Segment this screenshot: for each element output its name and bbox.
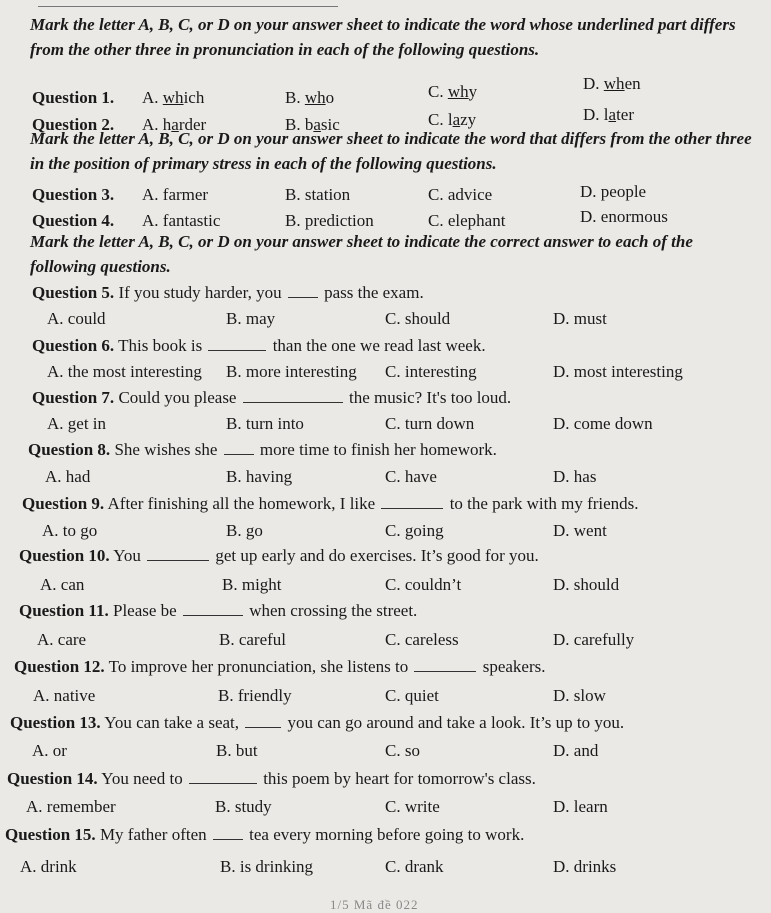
answer-blank[interactable] — [245, 727, 281, 728]
option-text: going — [404, 521, 444, 540]
option-text: drinks — [573, 857, 617, 876]
question-11-option-c[interactable] — [385, 630, 459, 650]
option-text: turn into — [245, 414, 304, 433]
option-letter: D. — [553, 575, 570, 594]
stem-text-before: You — [109, 546, 146, 565]
option-letter: C. — [385, 521, 401, 540]
question-9-stem — [22, 494, 639, 514]
question-10-option-c[interactable] — [385, 575, 461, 595]
option-text: care — [57, 630, 87, 649]
option-letter: D. — [553, 686, 570, 705]
option-letter: A. — [40, 575, 57, 594]
option-text: to go — [62, 521, 98, 540]
option-letter: B. — [218, 686, 234, 705]
option-c[interactable]: C. elephant — [428, 211, 506, 230]
question-14-option-c[interactable] — [385, 797, 440, 817]
option-letter: A. — [20, 857, 37, 876]
question-label: Question 12. — [14, 657, 105, 676]
question-11-stem — [19, 601, 417, 621]
option-text: has — [573, 467, 597, 486]
question-7-option-c[interactable] — [385, 414, 474, 434]
option-b[interactable]: B. basic — [285, 115, 340, 134]
option-d[interactable]: D. enormous — [580, 207, 668, 226]
stem-text-after: than the one we read last week. — [268, 336, 486, 355]
stem-text-before: My father often — [95, 825, 211, 844]
option-letter: A. — [37, 630, 54, 649]
option-letter: D. — [553, 797, 570, 816]
option-letter: C. — [385, 630, 401, 649]
option-letter: A. — [42, 521, 59, 540]
question-label: Question 10. — [19, 546, 110, 565]
option-c[interactable]: C. why — [428, 82, 478, 101]
stem-text-before: Could you please — [114, 388, 241, 407]
question-6-option-d[interactable] — [553, 362, 683, 382]
option-letter: A. — [47, 309, 64, 328]
option-letter: C. — [385, 309, 401, 328]
question-14-stem — [7, 769, 536, 789]
section-3-instruction: Mark the letter A, B, C, or D on your answer sheet to indicate the correct answer to each of the following questions. — [30, 232, 693, 276]
option-letter: C. — [385, 362, 401, 381]
option-c[interactable]: C. lazy — [428, 110, 477, 129]
answer-blank[interactable] — [213, 839, 243, 840]
stem-text-after: get up early and do exercises. It’s good for you. — [211, 546, 539, 565]
option-text: carefully — [573, 630, 635, 649]
question-5-stem — [32, 283, 424, 303]
option-b[interactable]: B. prediction — [285, 211, 374, 230]
option-letter: B. — [219, 630, 235, 649]
option-a[interactable]: A. which — [142, 88, 205, 107]
answer-blank[interactable] — [288, 297, 318, 298]
question-9-option-d[interactable] — [553, 521, 607, 541]
stem-text-before: Please be — [108, 601, 181, 620]
question-label: Question 1. — [32, 88, 115, 107]
option-text: come down — [573, 414, 653, 433]
option-letter: D. — [553, 414, 570, 433]
option-letter: C. — [385, 741, 401, 760]
stem-text-after: pass the exam. — [319, 283, 424, 302]
question-14-option-d[interactable] — [553, 797, 608, 817]
option-letter: C. — [385, 686, 401, 705]
question-13-option-a[interactable] — [32, 741, 67, 761]
answer-blank[interactable] — [381, 508, 443, 509]
option-text: drank — [404, 857, 444, 876]
option-text: remember — [46, 797, 116, 816]
stem-text-after: speakers. — [478, 657, 546, 676]
option-d[interactable]: D. later — [583, 105, 634, 124]
option-a[interactable]: A. fantastic — [142, 211, 221, 230]
question-9-option-c[interactable] — [385, 521, 444, 541]
question-5-option-d[interactable] — [553, 309, 607, 329]
question-13-option-d[interactable] — [553, 741, 598, 761]
option-letter: A. — [33, 686, 50, 705]
question-label: Question 6. — [32, 336, 115, 355]
option-a[interactable]: A. farmer — [142, 185, 209, 204]
question-label: Question 15. — [5, 825, 96, 844]
option-letter: B. — [226, 362, 242, 381]
option-letter: D. — [553, 309, 570, 328]
option-letter: D. — [553, 467, 570, 486]
question-5-option-c[interactable] — [385, 309, 450, 329]
option-letter: C. — [385, 797, 401, 816]
option-letter: D. — [553, 741, 570, 760]
question-3 — [0, 182, 771, 209]
question-15-option-d[interactable] — [553, 857, 616, 877]
option-text: went — [573, 521, 607, 540]
option-text: should — [573, 575, 620, 594]
option-text: so — [404, 741, 420, 760]
stem-text-after: you can go around and take a look. It’s up to you. — [283, 713, 625, 732]
question-8-stem — [28, 440, 497, 460]
option-text: may — [245, 309, 276, 328]
option-text: interesting — [404, 362, 477, 381]
option-text: more interesting — [245, 362, 357, 381]
option-letter: D. — [553, 857, 570, 876]
question-9-option-b[interactable] — [226, 521, 263, 541]
option-text: slow — [573, 686, 606, 705]
option-text: friendly — [237, 686, 292, 705]
option-text: could — [67, 309, 106, 328]
question-8-option-a[interactable] — [45, 467, 90, 487]
stem-text-after: the music? It's too loud. — [344, 388, 512, 407]
question-15-stem — [5, 825, 524, 845]
question-7-option-b[interactable] — [226, 414, 304, 434]
option-letter: B. — [216, 741, 232, 760]
option-letter: A. — [45, 467, 62, 486]
option-letter: B. — [220, 857, 236, 876]
question-15-option-a[interactable] — [20, 857, 77, 877]
question-7-option-d[interactable] — [553, 414, 653, 434]
stem-text-after: when crossing the street. — [244, 601, 418, 620]
option-text: careless — [404, 630, 459, 649]
option-letter: B. — [222, 575, 238, 594]
option-text: most interesting — [573, 362, 683, 381]
answer-blank[interactable] — [224, 454, 254, 455]
option-text: have — [404, 467, 437, 486]
option-text: native — [53, 686, 96, 705]
option-text: having — [245, 467, 293, 486]
option-text: might — [241, 575, 282, 594]
option-b[interactable]: B. who — [285, 88, 335, 107]
question-12-option-d[interactable] — [553, 686, 606, 706]
question-9-option-a[interactable] — [42, 521, 97, 541]
option-letter: C. — [385, 467, 401, 486]
page-footer: 1/5 Mã đề 022 — [330, 897, 419, 912]
option-text: is drinking — [239, 857, 314, 876]
option-letter: C. — [385, 414, 401, 433]
question-8-option-c[interactable] — [385, 467, 437, 487]
question-14-option-a[interactable] — [26, 797, 116, 817]
question-10-option-a[interactable] — [40, 575, 84, 595]
option-c[interactable]: C. advice — [428, 185, 493, 204]
question-12-option-b[interactable] — [218, 686, 292, 706]
question-6-stem — [32, 336, 486, 356]
answer-blank[interactable] — [208, 350, 266, 351]
option-text: careful — [238, 630, 287, 649]
option-d[interactable]: D. when — [583, 74, 641, 93]
option-text: learn — [573, 797, 608, 816]
question-label: Question 13. — [10, 713, 101, 732]
option-text: turn down — [404, 414, 475, 433]
option-text: but — [235, 741, 258, 760]
stem-text-after: to the park with my friends. — [445, 494, 639, 513]
question-1 — [0, 74, 771, 112]
option-letter: D. — [553, 362, 570, 381]
answer-blank[interactable] — [414, 671, 476, 672]
answer-blank[interactable] — [243, 402, 343, 403]
stem-text-before: To improve her pronunciation, she listens to — [104, 657, 413, 676]
option-letter: B. — [226, 414, 242, 433]
question-label: Question 11. — [19, 601, 109, 620]
answer-blank[interactable] — [183, 615, 243, 616]
question-label: Question 9. — [22, 494, 105, 513]
question-6-option-a[interactable] — [47, 362, 202, 382]
question-label: Question 2. — [32, 115, 115, 134]
option-text: go — [245, 521, 263, 540]
option-text: drink — [40, 857, 77, 876]
stem-text-before: If you study harder, you — [114, 283, 286, 302]
option-text: the most interesting — [67, 362, 202, 381]
option-text: quiet — [404, 686, 439, 705]
question-6-option-c[interactable] — [385, 362, 477, 382]
option-d[interactable]: D. people — [580, 182, 647, 201]
option-letter: A. — [26, 797, 43, 816]
question-11-option-b[interactable] — [219, 630, 286, 650]
question-6-option-b[interactable] — [226, 362, 357, 382]
option-text: must — [573, 309, 607, 328]
stem-text-after: tea every morning before going to work. — [244, 825, 525, 844]
option-letter: B. — [226, 309, 242, 328]
stem-text-after: this poem by heart for tomorrow's class. — [258, 769, 536, 788]
option-a[interactable]: A. harder — [142, 115, 207, 134]
option-letter: B. — [215, 797, 231, 816]
question-10-stem — [19, 546, 539, 566]
stem-text-after: more time to finish her homework. — [255, 440, 497, 459]
question-12-stem — [14, 657, 545, 677]
stem-text-before: This book is — [114, 336, 207, 355]
question-12-option-c[interactable] — [385, 686, 439, 706]
option-text: write — [404, 797, 440, 816]
question-15-option-c[interactable] — [385, 857, 444, 877]
question-13-option-b[interactable] — [216, 741, 258, 761]
answer-blank[interactable] — [189, 783, 257, 784]
option-text: can — [60, 575, 85, 594]
question-11-option-a[interactable] — [37, 630, 86, 650]
section-2-instruction: Mark the letter A, B, C, or D on your answer sheet to indicate the word that differs from the other three in the position of primary stress in each of the following questions. — [30, 129, 752, 173]
question-label: Question 8. — [28, 440, 111, 459]
question-8-option-d[interactable] — [553, 467, 596, 487]
option-text: and — [573, 741, 599, 760]
question-label: Question 5. — [32, 283, 115, 302]
option-text: get in — [67, 414, 107, 433]
question-label: Question 3. — [32, 185, 115, 204]
question-label: Question 4. — [32, 211, 115, 230]
question-label: Question 14. — [7, 769, 98, 788]
question-label: Question 7. — [32, 388, 115, 407]
question-15-option-b[interactable] — [220, 857, 313, 877]
option-text: should — [404, 309, 451, 328]
option-letter: B. — [226, 467, 242, 486]
option-text: couldn’t — [404, 575, 462, 594]
option-letter: B. — [226, 521, 242, 540]
section-1-instruction: Mark the letter A, B, C, or D on your answer sheet to indicate the word whose underlined part differs from the other three in pronunciation in each of the following questions. — [30, 15, 736, 59]
answer-blank[interactable] — [147, 560, 209, 561]
question-14-option-b[interactable] — [215, 797, 272, 817]
question-11-option-d[interactable] — [553, 630, 634, 650]
stem-text-before: You can take a seat, — [100, 713, 244, 732]
question-5-option-a[interactable] — [47, 309, 106, 329]
option-text: study — [234, 797, 272, 816]
stem-text-before: She wishes she — [110, 440, 222, 459]
question-8-option-b[interactable] — [226, 467, 292, 487]
question-7-stem — [32, 388, 511, 408]
question-13-option-c[interactable] — [385, 741, 420, 761]
option-letter: A. — [32, 741, 49, 760]
option-text: had — [65, 467, 91, 486]
stem-text-before: After finishing all the homework, I like — [104, 494, 380, 513]
option-letter: A. — [47, 414, 64, 433]
question-10-option-d[interactable] — [553, 575, 619, 595]
question-13-stem — [10, 713, 624, 733]
option-text: or — [52, 741, 67, 760]
option-letter: C. — [385, 575, 401, 594]
option-letter: C. — [385, 857, 401, 876]
top-divider — [38, 6, 338, 7]
option-letter: D. — [553, 630, 570, 649]
question-7-option-a[interactable] — [47, 414, 106, 434]
option-letter: D. — [553, 521, 570, 540]
stem-text-before: You need to — [97, 769, 187, 788]
question-10-option-b[interactable] — [222, 575, 282, 595]
question-12-option-a[interactable] — [33, 686, 95, 706]
option-letter: A. — [47, 362, 64, 381]
question-5-option-b[interactable] — [226, 309, 275, 329]
option-b[interactable]: B. station — [285, 185, 351, 204]
